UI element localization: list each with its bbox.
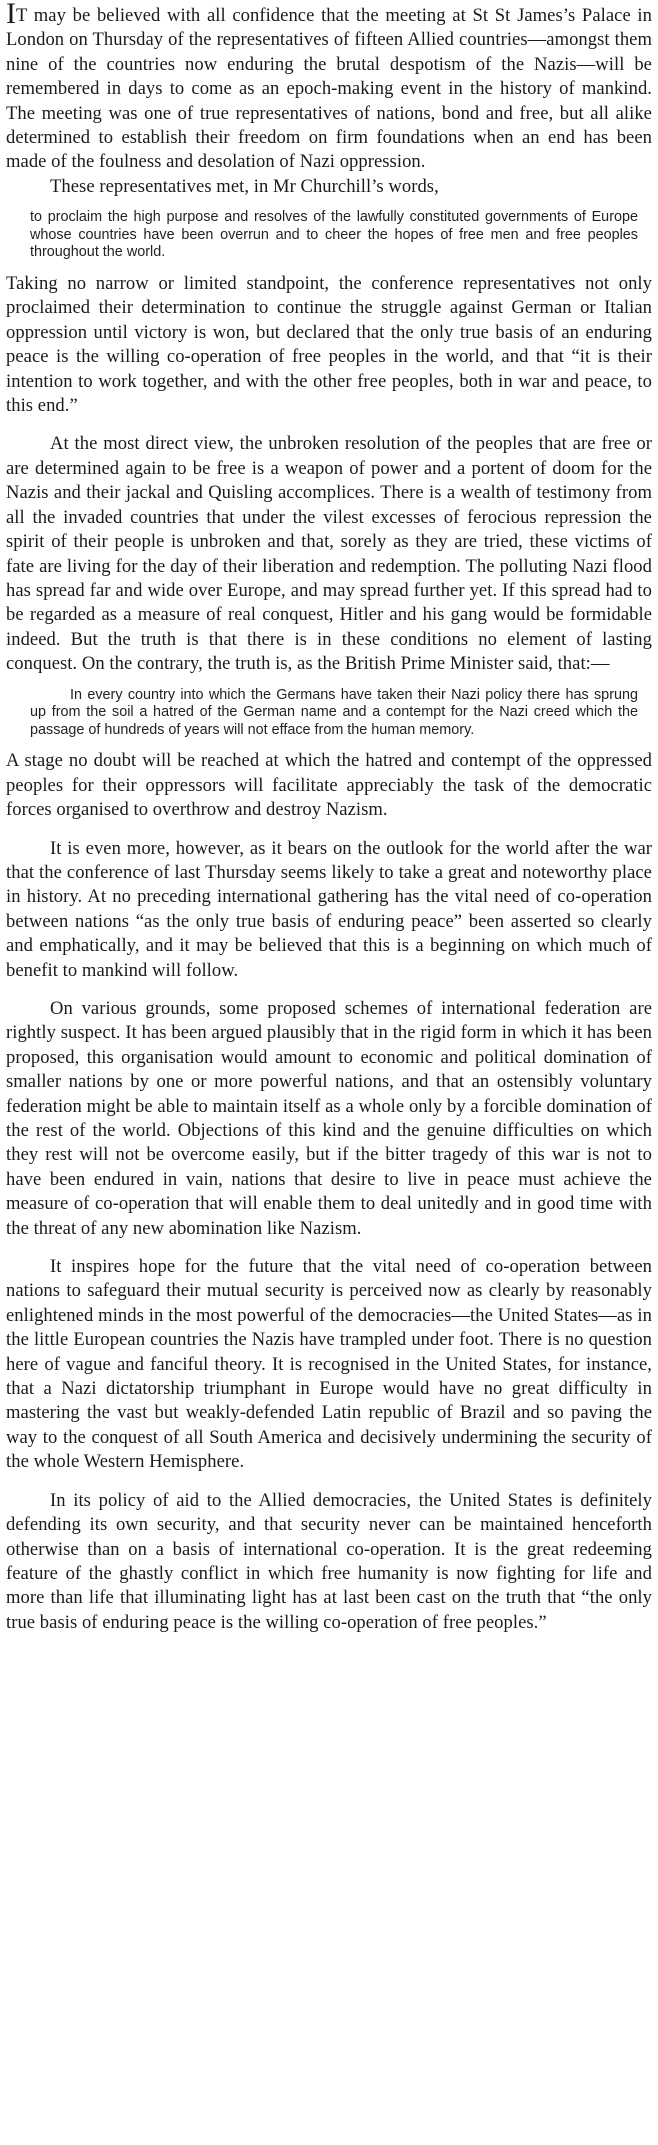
article-paragraph-9: In its policy of aid to the Allied democracies, the United States is definitely defending its own security, and that security never can be maintained henceforth otherwise than on a basis of international co-operation. It is the great redeeming feature of the ghastly conflict in which free humanity is now fighting for life and more than life that illuminating light has at last been cast on the truth that “the only true basis of enduring peace is the willing co-operation of free peoples.” [6,1489,652,1633]
article-paragraph-7: On various grounds, some proposed schemes of international federation are rightly suspect. It has been argued plausibly that in the rigid form in which it has been proposed, this organisation would amount to economic and political domination of smaller nations by one or more powerful nations, and that an ostensibly voluntary federation might be able to maintain itself as a whole only by a forcible domination of the rest of the world. Objections of this kind and the genuine difficulties on which they rest will not be overcome easily, but if the bitter tragedy of this war is not to have been endured in vain, nations that desire to live in peace must achieve the measure of co-operation that will enable them to deal unitedly and in good time with the threat of any new abomination like Nazism. [6,997,652,1239]
article-paragraph-6: It is even more, however, as it bears on the outlook for the world after the war that the conference of last Thursday seems likely to take a great and noteworthy place in history. At no preceding international gathering has the vital need of co-operation between nations “as the only true basis of enduring peace” been asserted so clearly and emphatically, and it may be believed that this is a beginning on which much of benefit to mankind will follow. [6,837,652,981]
churchill-quote-1: to proclaim the high purpose and resolves of the lawfully constituted governments of Europe whose countries have been overrun and to cheer the hopes of free men and free peoples throughout the world. [30,209,638,261]
article-paragraph-1-text: T may be believed with all confidence that the meeting at St St James’s Palace in London on Thursday of the representatives of fifteen Allied countries—amongst them nine of the countries now enduring the brutal despotism of the Nazis—will be remembered in days to come as an epoch-making event in the history of mankind. The meeting was one of true representatives of nations, bond and free, but all alike determined to establish their freedom on firm foundations when an end has been made of the foulness and desolation of Nazi oppression. [6,5,652,173]
article-column [6,2,652,1635]
article-paragraph-8: It inspires hope for the future that the vital need of co-operation between nations to safeguard their mutual security is perceived now as clearly by reasonably enlightened minds in the most powerful of the democracies—the United States—as in the little European countries the Nazis have trampled under foot. There is no question here of vague and fanciful theory. It is recognised in the United States, for instance, that a Nazi dictatorship triumphant in Europe would have no great difficulty in mastering the vast but weakly-defended Latin republic of Brazil and so paving the way to the conquest of all South America and decisively undermining the security of the whole Western Hemisphere. [6,1256,652,1473]
drop-cap-initial: I [6,0,17,30]
churchill-quote-2: In every country into which the Germans have taken their Nazi policy there has sprung up from the soil a hatred of the German name and a contempt for the Nazi creed which the passage of hundreds of years will not efface from the human memory. [30,686,638,738]
article-paragraph-3: Taking no narrow or limited standpoint, the conference representatives not only proclaimed their determination to continue the struggle against German or Italian oppression until victory is won, but declared that the only true basis of an enduring peace is the willing co-operation of free peoples in the world, and that “it is their intention to work together, and with the other free peoples, both in war and peace, to this end.” [6,273,652,417]
article-paragraph-4: At the most direct view, the unbroken resolution of the peoples that are free or are determined again to be free is a weapon of power and a portent of doom for the Nazis and their jackal and Quisling accomplices. There is a wealth of testimony from all the invaded countries that under the vilest excesses of ferocious repression the spirit of their people is unbroken and that, sorely as they are tried, these victims of fate are living for the day of their liberation and redemption. The polluting Nazi flood has spread far and wide over Europe, and may spread further yet. If this spread had to be regarded as a measure of real conquest, Hitler and his gang would be formidable indeed. But the truth is that there is in these conditions no element of lasting conquest. On the contrary, the truth is, as the British Prime Minister said, that:— [6,433,652,675]
article-paragraph-2: These representatives met, in Mr Churchill’s words, [50,175,439,197]
article-paragraph-1 [6,2,652,175]
article-paragraph-5: A stage no doubt will be reached at which the hatred and contempt of the oppressed peoples for their oppressors will facilitate appreciably the task of the democratic forces organised to overthrow and destroy Nazism. [6,750,652,821]
